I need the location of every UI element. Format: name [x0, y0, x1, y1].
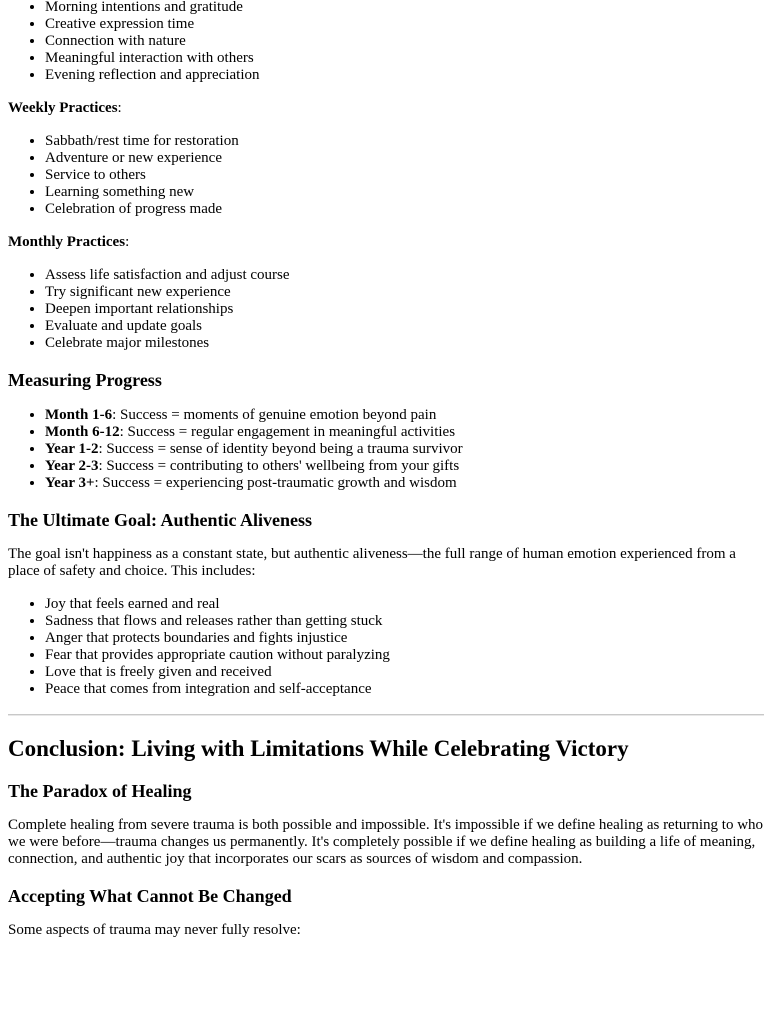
- monthly-practices-term: Monthly Practices: [8, 234, 126, 250]
- list-item: [45, 424, 764, 441]
- list-item: • Deepen important relationships: [45, 301, 764, 318]
- list-item: • Celebrate major milestones: [45, 335, 764, 352]
- list-item: • Evening reflection and appreciation: [45, 67, 764, 84]
- list-item: • Anger that protects boundaries and fights injustice: [45, 630, 764, 647]
- list-item: • Service to others: [45, 167, 764, 184]
- milestone-text: : Success = experiencing post-traumatic growth and wisdom: [94, 475, 457, 491]
- weekly-practices-term: Weekly Practices: [8, 100, 118, 116]
- list-item: • Joy that feels earned and real: [45, 596, 764, 613]
- list-item: • Sabbath/rest time for restoration: [45, 133, 764, 150]
- measuring-progress-heading: Measuring Progress: [8, 370, 162, 390]
- milestone-term: Month 1-6: [45, 407, 113, 423]
- section-divider: [8, 714, 764, 716]
- list-item: [45, 407, 764, 424]
- measuring-progress-list: [8, 407, 764, 492]
- list-item: • Connection with nature: [45, 33, 764, 50]
- list-item: [45, 458, 764, 475]
- milestone-term: Year 2-3: [45, 458, 99, 474]
- list-item: • Evaluate and update goals: [45, 318, 764, 335]
- accepting-paragraph: Some aspects of trauma may never fully resolve:: [8, 922, 301, 938]
- list-item: [45, 441, 764, 458]
- milestone-text: : Success = regular engagement in meaningful activities: [119, 424, 456, 440]
- list-item: • Love that is freely given and received: [45, 664, 764, 681]
- milestone-term: Month 6-12: [45, 424, 120, 440]
- conclusion-heading: Conclusion: Living with Limitations While Celebrating Victory: [8, 736, 629, 761]
- list-item: • Creative expression time: [45, 16, 764, 33]
- list-item: [45, 475, 764, 492]
- milestone-term: Year 3+: [45, 475, 95, 491]
- milestone-text: : Success = sense of identity beyond being a trauma survivor: [98, 441, 463, 457]
- weekly-practices-list: [8, 133, 764, 218]
- ultimate-goal-list: [8, 596, 764, 698]
- ultimate-goal-heading: The Ultimate Goal: Authentic Aliveness: [8, 510, 312, 530]
- weekly-practices-label: Weekly Practices:: [8, 100, 122, 116]
- paradox-heading: The Paradox of Healing: [8, 781, 192, 801]
- list-item: • Assess life satisfaction and adjust course: [45, 267, 764, 284]
- paradox-paragraph: Complete healing from severe trauma is both possible and impossible. It's impossible if we define healing as returning to who we were before—trauma changes us permanently. It's completely possible if we define healing as building a life of meaning, connection, and authentic joy that incorporates our scars as sources of wisdom and compassion.: [8, 817, 764, 867]
- list-item: • Learning something new: [45, 184, 764, 201]
- list-item: • Fear that provides appropriate caution without paralyzing: [45, 647, 764, 664]
- ultimate-goal-paragraph: The goal isn't happiness as a constant state, but authentic aliveness—the full range of human emotion experienced from a place of safety and choice. This includes:: [8, 546, 736, 579]
- milestone-text: : Success = contributing to others' wellbeing from your gifts: [98, 458, 460, 474]
- list-item: • Sadness that flows and releases rather than getting stuck: [45, 613, 764, 630]
- milestone-term: Year 1-2: [45, 441, 99, 457]
- monthly-practices-label: Monthly Practices:: [8, 234, 130, 250]
- monthly-practices-list: [8, 267, 764, 352]
- list-item: • Peace that comes from integration and self-acceptance: [45, 681, 764, 698]
- list-item: • Try significant new experience: [45, 284, 764, 301]
- daily-practices-list: [8, 0, 764, 84]
- list-item: • Adventure or new experience: [45, 150, 764, 167]
- accepting-heading: Accepting What Cannot Be Changed: [8, 886, 292, 906]
- list-item: • Celebration of progress made: [45, 201, 764, 218]
- list-item: • Morning intentions and gratitude: [45, 0, 764, 16]
- milestone-text: : Success = moments of genuine emotion beyond pain: [112, 407, 437, 423]
- list-item: • Meaningful interaction with others: [45, 50, 764, 67]
